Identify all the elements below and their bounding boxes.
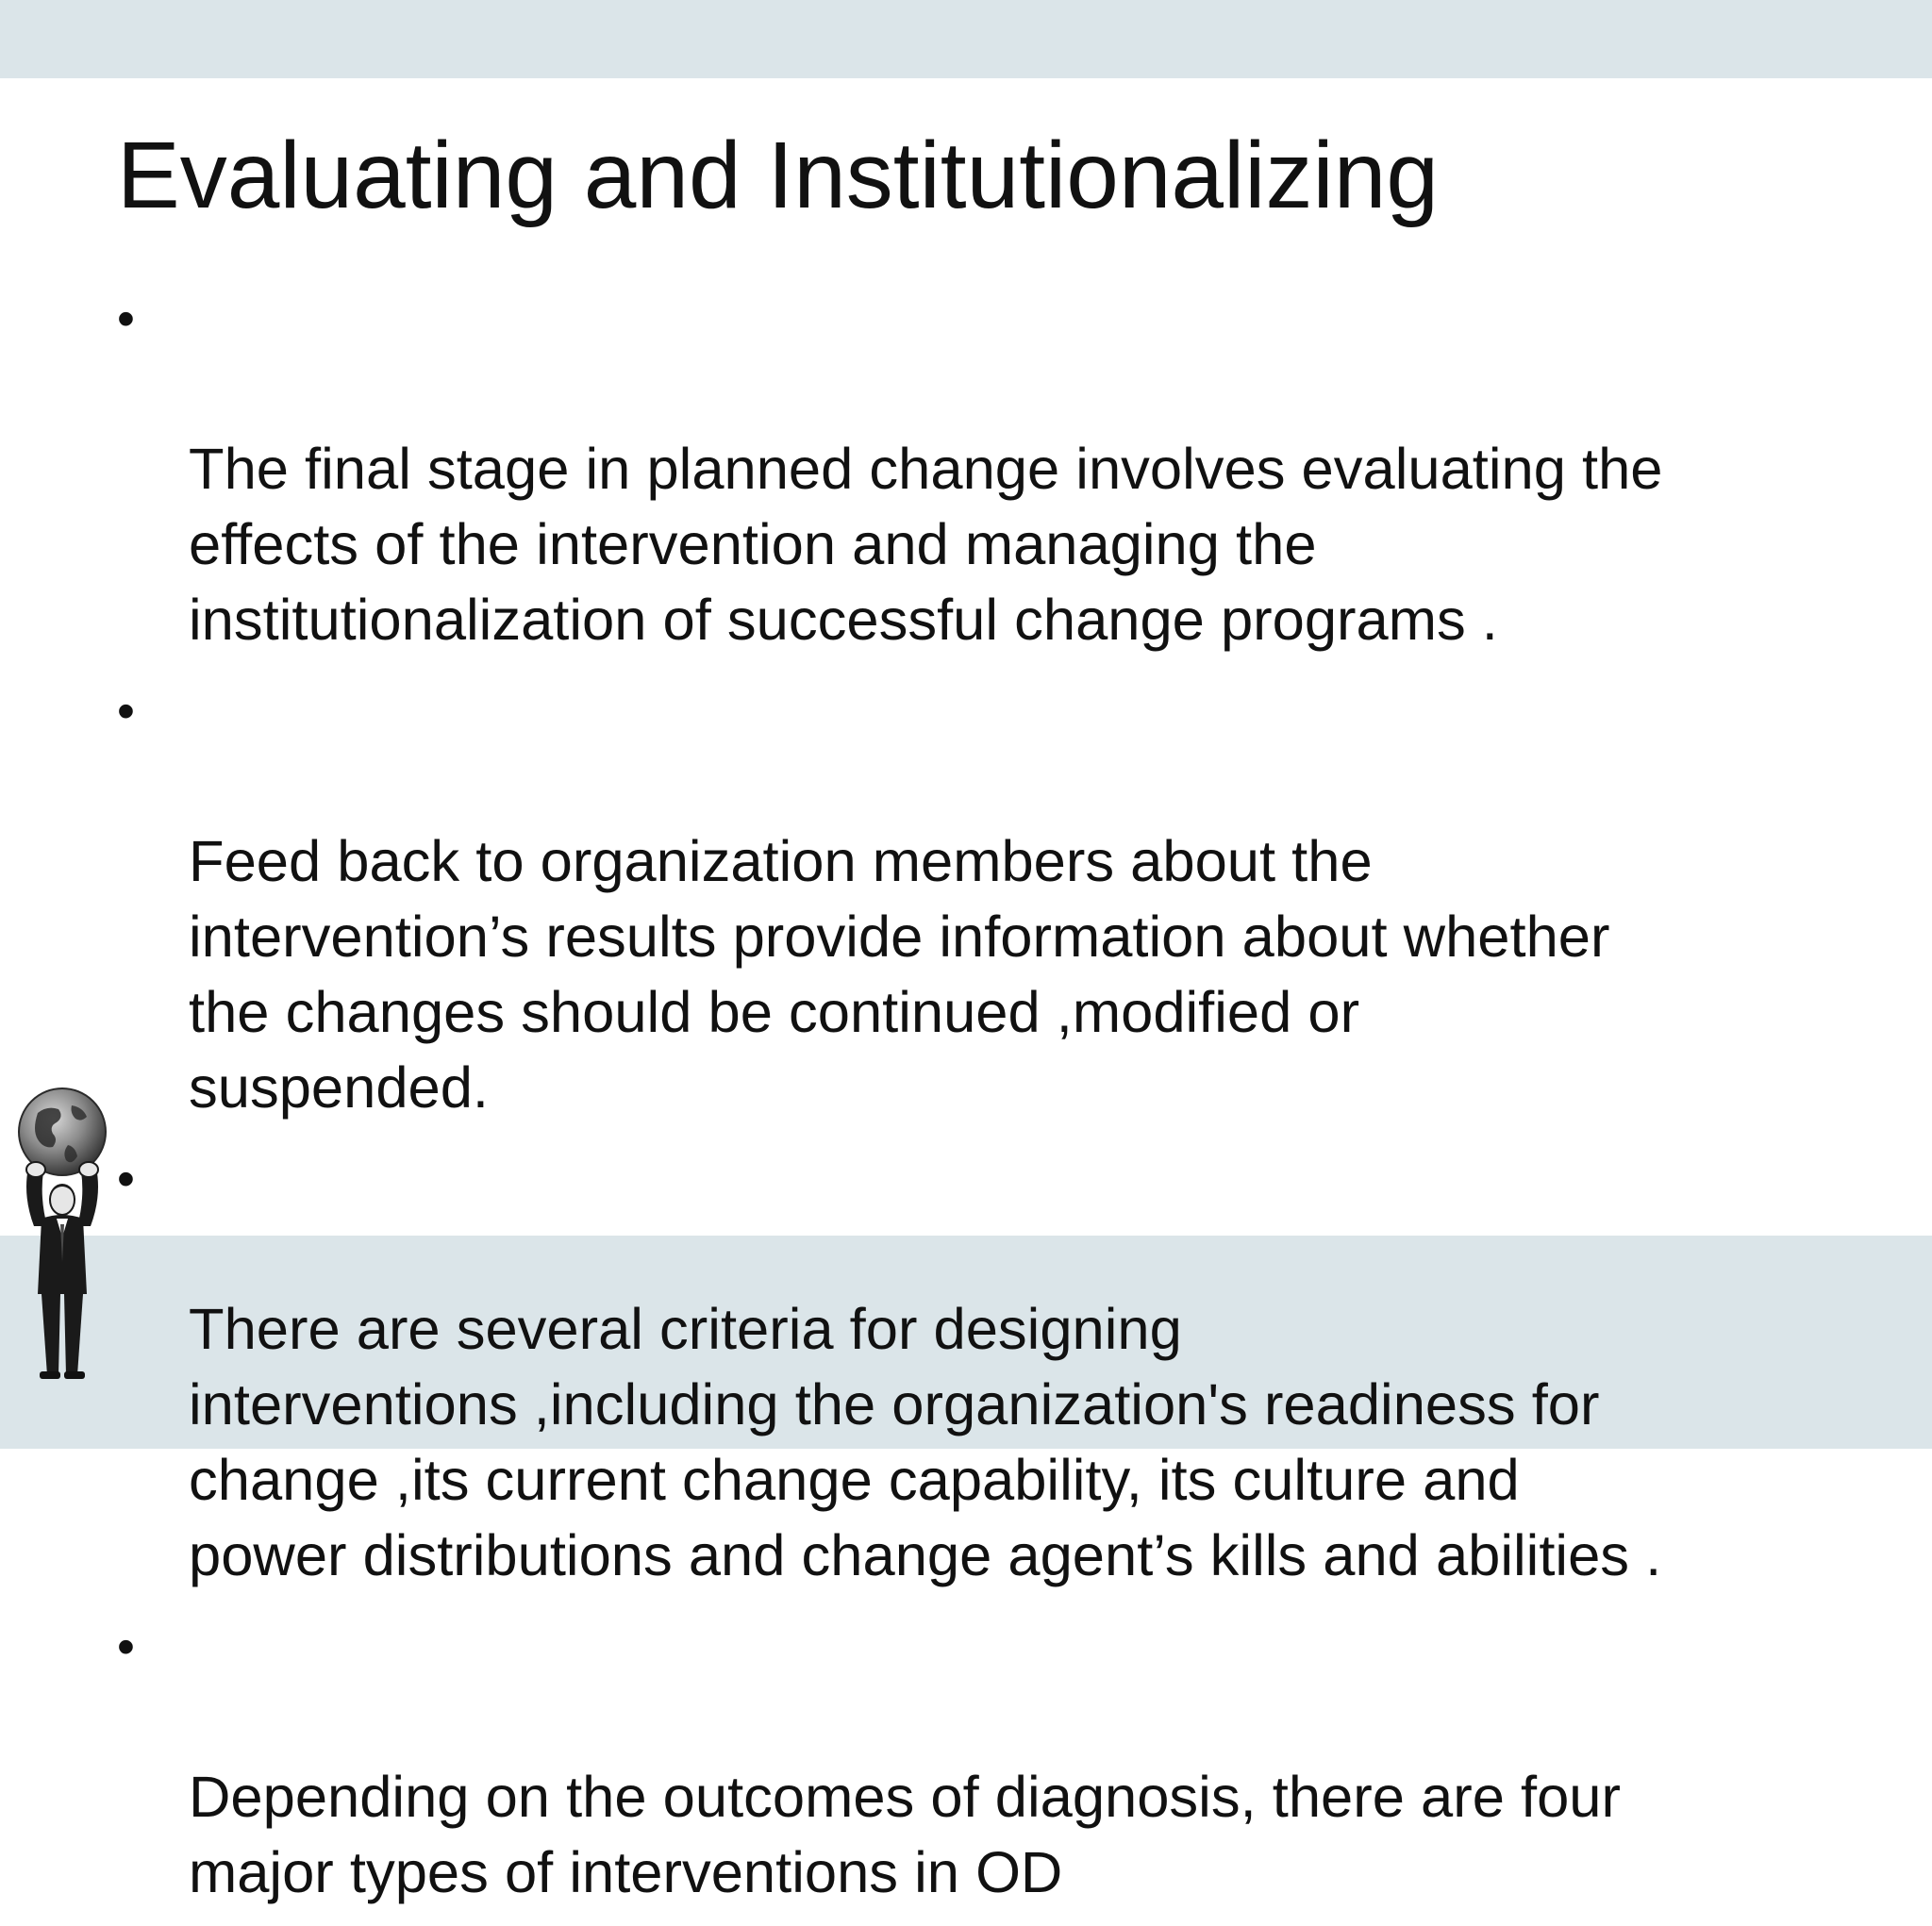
bullet-item	[117, 281, 1890, 658]
bullet-text: Feed back to organization members about the intervention’s results provide information about whether the changes should be continued ,modified or suspended.	[189, 829, 1610, 1121]
bullet-icon: •	[117, 291, 135, 347]
top-band	[0, 0, 1932, 78]
bullet-item	[117, 1609, 1890, 1911]
bullet-item	[117, 1141, 1890, 1594]
bullet-text: Depending on the outcomes of diagnosis, there are four major types of interventions in OD	[189, 1765, 1621, 1905]
bullet-list	[117, 281, 1890, 1926]
bullet-icon: •	[117, 1151, 135, 1207]
bullet-item	[117, 673, 1890, 1126]
slide-title: Evaluating and Institutionalizing	[117, 123, 1439, 228]
bullet-text: There are several criteria for designing interventions ,including the organization's readiness for change ,its current change capability, its culture and power distributions and change agent’s kills and abilities .	[189, 1297, 1662, 1588]
man-holding-globe-icon	[9, 1085, 123, 1386]
bullet-icon: •	[117, 1619, 135, 1675]
bullet-text: The final stage in planned change involves evaluating the effects of the intervention and managing the institutionalization of successful change programs .	[189, 437, 1663, 653]
bullet-icon: •	[117, 683, 135, 739]
